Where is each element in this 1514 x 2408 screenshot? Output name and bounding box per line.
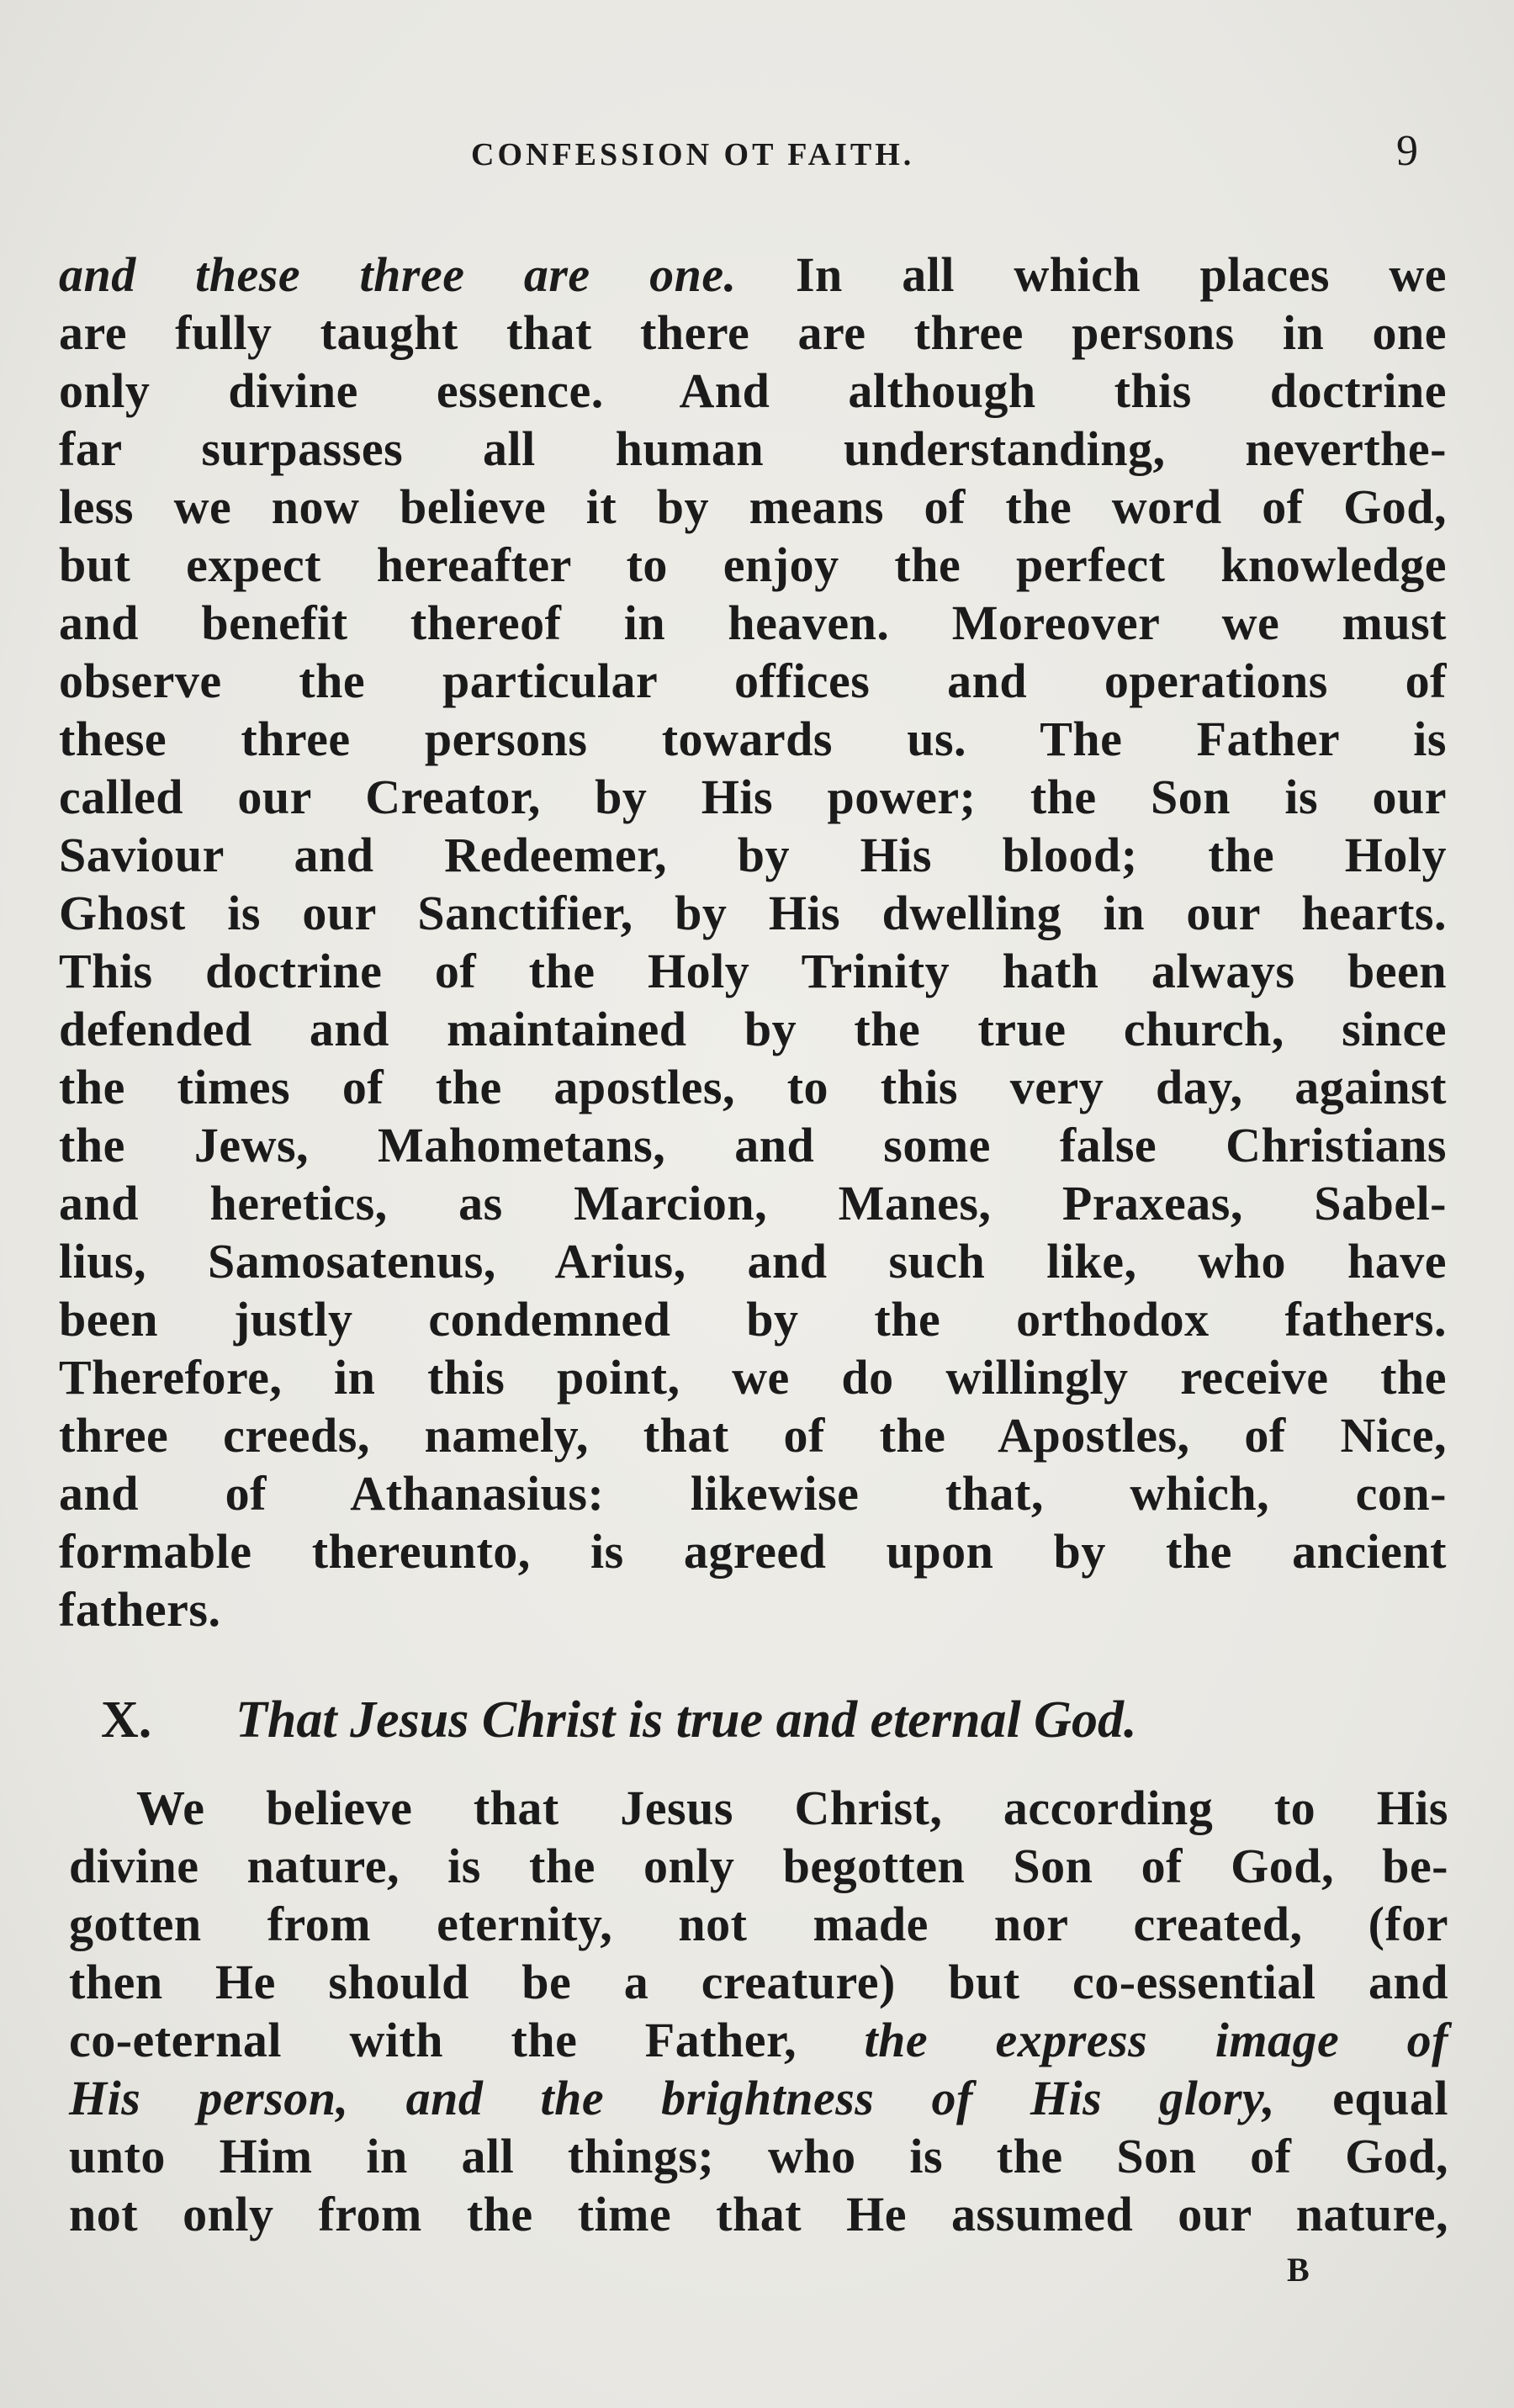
text-line: only divine essence. And although this doctrine bbox=[59, 363, 1447, 418]
text-line: these three persons towards us. The Father is bbox=[59, 712, 1447, 766]
text-line: far surpasses all human understanding, neverthe- bbox=[59, 421, 1447, 476]
text-line: fathers. bbox=[59, 1582, 221, 1637]
text-line bbox=[69, 2069, 1448, 2127]
text-span: co-eternal with the Father, bbox=[69, 2013, 865, 2067]
text-line: the Jews, Mahometans, and some false Christians bbox=[59, 1118, 1447, 1172]
text-line: formable thereunto, is agreed upon by the ancient bbox=[59, 1524, 1447, 1579]
paragraph-christ bbox=[69, 1779, 1448, 2243]
text-line: and of Athanasius: likewise that, which, con- bbox=[59, 1466, 1447, 1521]
text-line: This doctrine of the Holy Trinity hath always been bbox=[59, 944, 1447, 998]
text-line: Saviour and Redeemer, by His blood; the Holy bbox=[59, 828, 1447, 882]
italic-quote: and these three are one. bbox=[59, 247, 737, 302]
text-line bbox=[59, 246, 1447, 304]
text-line: been justly condemned by the orthodox fathers. bbox=[59, 1292, 1447, 1347]
text-span: equal bbox=[1275, 2071, 1449, 2125]
italic-quote: the express image of bbox=[864, 2013, 1448, 2067]
text-line: but expect hereafter to enjoy the perfect knowledge bbox=[59, 537, 1447, 592]
italic-quote: His person, and the brightness of His glory, bbox=[69, 2071, 1276, 2125]
text-line: Ghost is our Sanctifier, by His dwelling in our hearts. bbox=[59, 886, 1447, 940]
article-number: X. bbox=[101, 1691, 152, 1749]
signature-mark: B bbox=[1287, 2251, 1310, 2289]
running-head bbox=[0, 127, 1514, 187]
text-line: less we now believe it by means of the word of God, bbox=[59, 479, 1447, 534]
text-line: We believe that Jesus Christ, according to His bbox=[136, 1781, 1448, 1835]
paragraph-trinity bbox=[59, 246, 1447, 1638]
article-title: That Jesus Christ is true and eternal God. bbox=[236, 1691, 1137, 1749]
text-line: gotten from eternity, not made nor created, (for bbox=[69, 1897, 1448, 1951]
text-line: and heretics, as Marcion, Manes, Praxeas, Sabel- bbox=[59, 1176, 1447, 1230]
text-line: Therefore, in this point, we do willingly receive the bbox=[59, 1350, 1447, 1405]
text-line: divine nature, is the only begotten Son of God, be- bbox=[69, 1839, 1448, 1893]
text-line bbox=[69, 2011, 1448, 2069]
page-number: 9 bbox=[1396, 127, 1418, 175]
text-line: unto Him in all things; who is the Son of God, bbox=[69, 2129, 1448, 2183]
text-line: called our Creator, by His power; the Son is our bbox=[59, 770, 1447, 824]
text-line: lius, Samosatenus, Arius, and such like, who have bbox=[59, 1234, 1447, 1289]
text-span: In all which places we bbox=[736, 247, 1447, 302]
text-line: observe the particular offices and operations of bbox=[59, 654, 1447, 708]
text-line: are fully taught that there are three persons in one bbox=[59, 305, 1447, 360]
text-line: not only from the time that He assumed our nature, bbox=[69, 2187, 1448, 2241]
text-line: then He should be a creature) but co-essential and bbox=[69, 1955, 1448, 2009]
text-line: the times of the apostles, to this very day, against bbox=[59, 1060, 1447, 1114]
running-title: CONFESSION OT FAITH. bbox=[471, 137, 915, 172]
article-heading bbox=[101, 1691, 1447, 1758]
text-line: and benefit thereof in heaven. Moreover we must bbox=[59, 595, 1447, 650]
text-line: defended and maintained by the true church, since bbox=[59, 1002, 1447, 1056]
text-line: three creeds, namely, that of the Apostles, of Nice, bbox=[59, 1408, 1447, 1463]
